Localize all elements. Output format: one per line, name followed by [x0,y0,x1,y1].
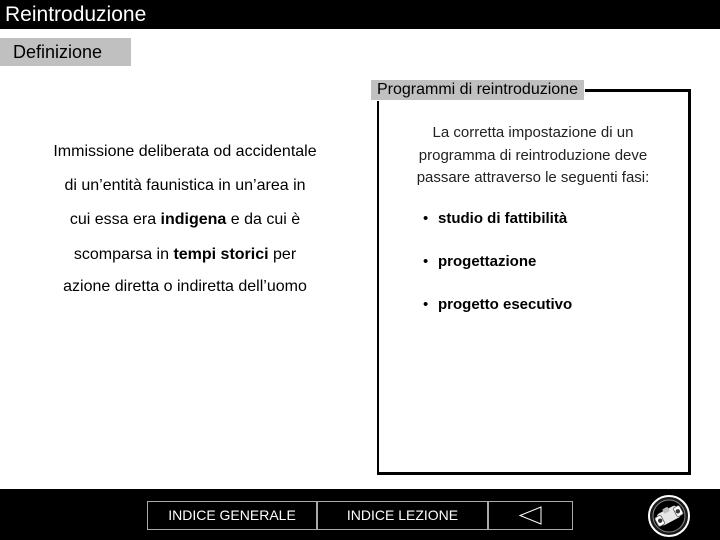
program-intro-line: passare attraverso le seguenti fasi: [416,169,650,186]
indice-generale-button[interactable]: INDICE GENERALE [147,501,317,530]
definition-text-segment: cui essa era [69,211,161,228]
section-label-definizione: Definizione [0,38,131,66]
definition-line: azione diretta o indiretta dell’uomo [63,277,307,295]
binoculars-logo-icon[interactable] [647,494,691,538]
phase-label: progettazione [438,253,537,270]
definition-line [15,204,355,237]
definition-text-segment: scomparsa in [73,245,174,263]
definition-text [15,136,355,303]
phase-item [423,296,572,313]
indice-lezione-button[interactable]: INDICE LEZIONE [317,501,488,530]
definition-line [15,239,355,272]
phase-label: progetto esecutivo [438,296,573,313]
bullet-icon: • [423,210,429,227]
definition-line: di un’entità faunistica in un’area in [64,176,306,194]
phase-item [423,210,567,227]
program-intro [390,122,676,190]
phase-item [423,253,536,270]
program-intro-line: programma di reintroduzione deve [418,146,648,164]
triangle-left-icon [489,502,572,529]
bullet-icon: • [423,253,429,270]
definition-bold-term: indigena [160,211,227,228]
program-intro-line: La corretta impostazione di un [432,124,634,141]
back-button[interactable] [488,501,573,530]
definition-bold-term: tempi storici [173,245,269,263]
program-box-title: Programmi di reintroduzione [370,79,585,101]
bullet-icon: • [423,296,429,313]
definition-text-segment: per [268,245,297,263]
definition-text-segment: e da cui è [226,211,301,228]
phase-label: studio di fattibilità [438,210,568,227]
page-title: Reintroduzione [0,0,720,29]
definition-line: Immissione deliberata od accidentale [53,143,317,160]
